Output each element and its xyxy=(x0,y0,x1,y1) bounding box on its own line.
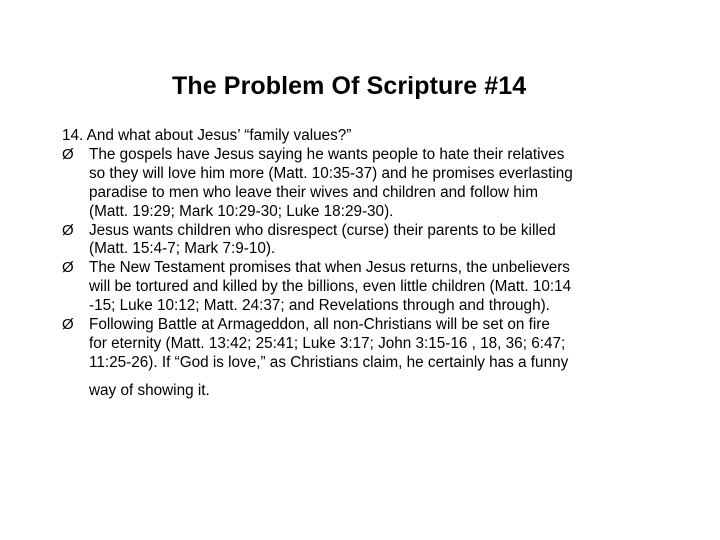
bullet-text-line: so they will love him more (Matt. 10:35-37) and he promises everlasting xyxy=(89,164,573,182)
bullet-item xyxy=(62,316,702,401)
slide-body xyxy=(62,127,702,401)
bullet-text-line: 11:25-26). If “God is love,” as Christians claim, he certainly has a funny xyxy=(89,353,569,371)
bullet-item xyxy=(62,222,702,260)
bullet-text-line: The New Testament promises that when Jesus returns, the unbelievers xyxy=(89,259,570,277)
bullet-text-line: Following Battle at Armageddon, all non-Christians will be set on fire xyxy=(89,316,550,334)
slide-title: The Problem Of Scripture #14 xyxy=(172,72,527,100)
bullet-text-line: Jesus wants children who disrespect (curse) their parents to be killed xyxy=(89,221,556,239)
bullet-text-line: for eternity (Matt. 13:42; 25:41; Luke 3:17; John 3:15-16 , 18, 36; 6:47; xyxy=(89,334,566,352)
arrowhead-bullet-icon: Ø xyxy=(62,221,74,239)
arrowhead-bullet-icon: Ø xyxy=(62,259,74,277)
bullet-text-line: paradise to men who leave their wives and children and follow him xyxy=(89,183,538,201)
bullet-text-line: way of showing it. xyxy=(89,381,210,399)
intro-line: 14. And what about Jesus’ “family values?” xyxy=(62,127,352,144)
bullet-text-line: (Matt. 19:29; Mark 10:29-30; Luke 18:29-30). xyxy=(89,202,394,220)
arrowhead-bullet-icon: Ø xyxy=(62,145,74,163)
bullet-text-line: (Matt. 15:4-7; Mark 7:9-10). xyxy=(89,240,276,258)
bullet-text-line: will be tortured and killed by the billions, even little children (Matt. 10:14 xyxy=(89,278,572,296)
bullet-text-line: -15; Luke 10:12; Matt. 24:37; and Revelations through and through). xyxy=(89,297,550,315)
arrowhead-bullet-icon: Ø xyxy=(62,316,74,334)
bullet-text-line: The gospels have Jesus saying he wants people to hate their relatives xyxy=(89,145,565,163)
bullet-item xyxy=(62,146,702,222)
bullet-item xyxy=(62,259,702,316)
